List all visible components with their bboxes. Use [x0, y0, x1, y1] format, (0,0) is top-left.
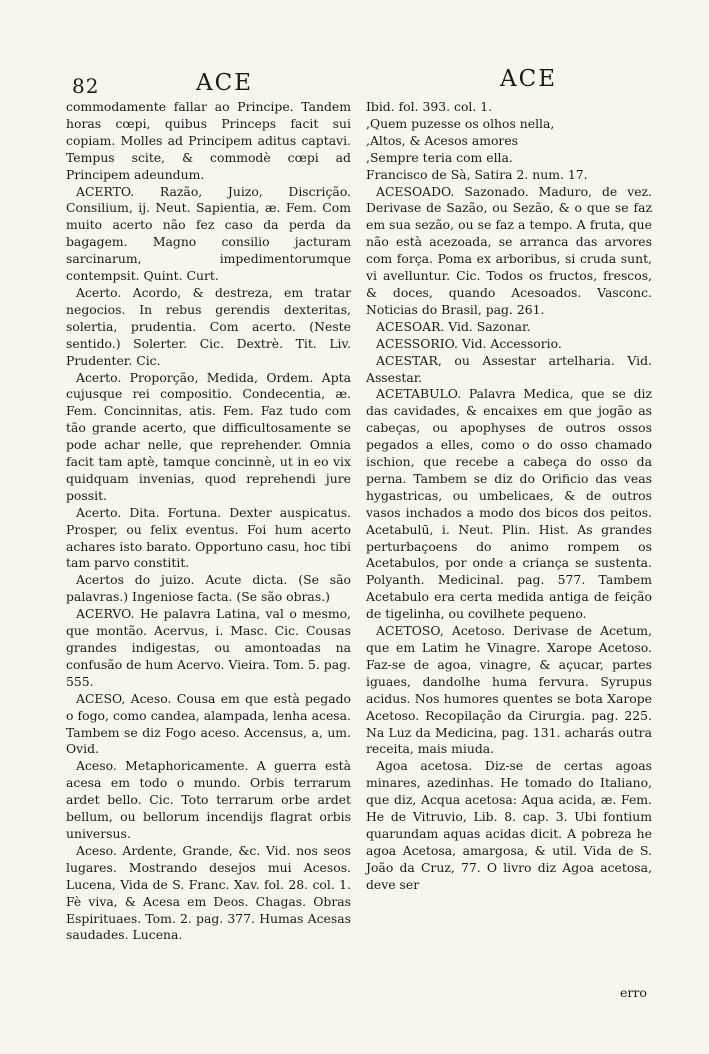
dictionary-entry: Acerto. Proporção, Medida, Ordem. Apta cujusque rei compositio. Condecentia, æ. Fem. Concinnitas, atis. Fem. Faz tudo com tão grande acerto, que difficultosamente se pode achar nelle, que reprehender. Omnia facit tam aptè, tamque concinnè, ut in eo vix quidquam invenias, quod reprehendi jure possit.: [66, 369, 351, 503]
citation-line: Ibid. fol. 393. col. 1.: [366, 99, 493, 114]
dictionary-entry: Aceso. Metaphoricamente. A guerra està acesa em todo o mundo. Orbis terrarum ardet bello. Cic. Toto terrarum orbe ardet bellum, ou bellorum incendijs flagrat orbis universus.: [66, 758, 351, 841]
page-number: 82: [72, 74, 100, 98]
left-column: [66, 99, 351, 944]
dictionary-entry: Agoa acetosa. Diz-se de certas agoas minares, azedinhas. He tomado do Italiano, que diz, Acqua acetosa: Aqua acida, æ. Fem. He de Vitruvio, Lib. 8. cap. 3. Ubi fontium quarundam aquas acidas dicit. A pobreza he agoa Acetosa, amargosa, & util. Vida de S. João da Cruz, 77. O livro diz Agoa acetosa, deve ser: [366, 758, 652, 892]
running-head-right: ACE: [500, 66, 557, 92]
dictionary-entry: ACETOSO, Acetoso. Derivase de Acetum, que em Latim he Vinagre. Xarope Acetoso. Faz-se de agoa, vinagre, & açucar, partes iguaes, dandolhe huma fervura. Syrupus acidus. Nos humores quentes se bota Xarope Acetoso. Recopilação da Cirurgia. pag. 225. Na Luz da Medicina, pag. 131. acharás outra receita, mais miuda.: [366, 623, 652, 757]
dictionary-entry: Acerto. Dita. Fortuna. Dexter auspicatus. Prosper, ou felix eventus. Foi hum acerto achares isto barato. Opportuno casu, hoc tibi tam parvo constitit.: [66, 504, 351, 571]
dictionary-entry: commodamente fallar ao Principe. Tandem horas cœpi, quibus Princeps facit sui copiam. Molles ad Principem aditus captavi. Tempus scite, & commodè cœpi ad Principem adeundum.: [66, 99, 351, 182]
citation-line: Francisco de Sà, Satira 2. num. 17.: [366, 166, 588, 182]
dictionary-entry: ACESTAR, ou Assestar artelharia. Vid. Assestar.: [366, 352, 652, 385]
right-column: [366, 99, 652, 894]
dictionary-entry: ACERVO. He palavra Latina, val o mesmo, que montão. Acervus, i. Masc. Cic. Cousas grandes indigestas, ou amontoadas na confusão de hum Acervo. Vieira. Tom. 5. pag. 555.: [66, 606, 351, 689]
dictionary-entry: ACETABULO. Palavra Medica, que se diz das cavidades, & encaixes em que jogão as cabeças, ou apophyses de outros ossos pegados a elles, como o do osso chamado ischion, que recebe a cabeça do osso da perna. Tambem se diz do Orificio das veas hygastricas, ou umbelicaes, & de outros vasos inchados a modo dos bicos dos peitos. Acetabulū, i. Neut. Plin. Hist. As grandes perturbaçoens do animo rompem os Acetabulos, por onde a criança se sustenta. Polyanth. Medicinal. pag. 577. Tambem Acetabulo era certa medida antiga de feição de tigelinha, ou covilhete pequeno.: [366, 386, 652, 622]
dictionary-entry: Acerto. Acordo, & destreza, em tratar negocios. In rebus gerendis dexteritas, solertia, prudentia. Com acerto. (Neste sentido.) Solerter. Cic. Dextrè. Tit. Liv. Prudenter. Cic.: [66, 284, 351, 368]
verse-line: ,Sempre teria com ella.: [366, 149, 513, 165]
dictionary-entry: ACESOAR. Vid. Sazonar.: [376, 318, 531, 334]
dictionary-entry: ACERTO. Razão, Juizo, Discrição. Consilium, ij. Neut. Sapientia, æ. Fem. Com muito acerto não fez caso da perda da bagagem. Magno consilio jacturam sarcinarum, impedimentorumque contempsit. Quint. Curt.: [66, 183, 351, 284]
running-head-left: ACE: [196, 70, 253, 96]
verse-line: ,Quem puzesse os olhos nella,: [366, 115, 555, 131]
catchword: erro: [620, 985, 647, 1000]
dictionary-entry: Aceso. Ardente, Grande, &c. Vid. nos seos lugares. Mostrando desejos mui Acesos. Lucena, Vida de S. Franc. Xav. fol. 28. col. 1. Fè viva, & Acesa em Deos. Chagas. Obras Espirituaes. Tom. 2. pag. 377. Humas Acesas saudades. Lucena.: [66, 842, 351, 943]
verse-line: ,Altos, & Acesos amores: [366, 132, 519, 148]
dictionary-entry: ACESSORIO. Vid. Accessorio.: [376, 335, 562, 351]
dictionary-entry: ACESOADO. Sazonado. Maduro, de vez. Derivase de Sazão, ou Sezão, & o que se faz em sua sezão, ou se faz a tempo. A fruta, que não està acezoada, se arranca das arvores com força. Poma ex arboribus, si cruda sunt, vi avelluntur. Cic. Todos os fructos, frescos, & doces, quando Acesoados. Vasconc. Noticias do Brasil, pag. 261.: [366, 183, 652, 317]
dictionary-entry: Acertos do juizo. Acute dicta. (Se são palavras.) Ingeniose facta. (Se são obras.): [66, 572, 351, 605]
dictionary-entry: ACESO, Aceso. Cousa em que està pegado o fogo, como candea, alampada, lenha acesa. Tambem se diz Fogo aceso. Accensus, a, um. Ovid.: [66, 690, 351, 757]
